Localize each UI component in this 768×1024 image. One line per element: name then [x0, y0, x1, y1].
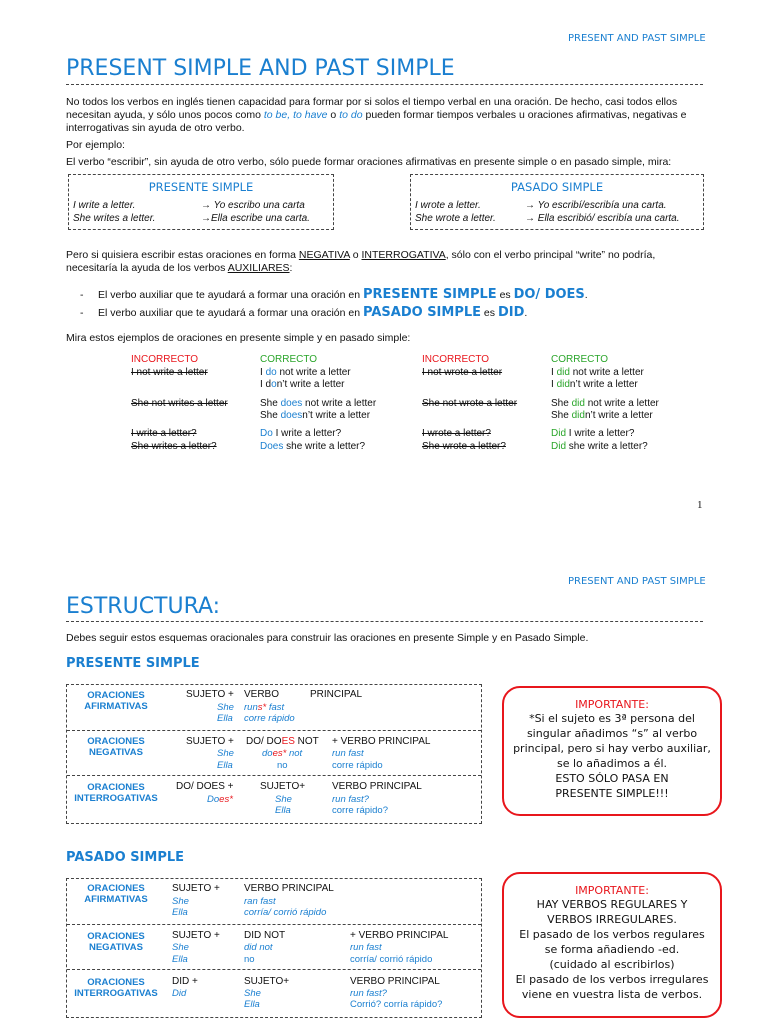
- verb-example: run fast?: [350, 988, 387, 999]
- subject-example: She: [172, 942, 189, 953]
- correct-example: I don’t write a letter: [260, 379, 345, 390]
- presente-simple-term: PRESENTE SIMPLE: [363, 287, 497, 302]
- correct-example: She doesn’t write a letter: [260, 410, 371, 421]
- text: El verbo auxiliar que te ayudará a formar una oración en: [98, 307, 363, 319]
- subject-example: She: [244, 988, 261, 999]
- col-header: SUJETO+: [244, 976, 290, 987]
- example-line: El verbo “escribir”, sin ayuda de otro verbo, sólo puede formar oraciones afirmativas en presente simple o en pasado simple, mira:: [66, 156, 672, 168]
- correct-example: She didn’t write a letter: [551, 410, 653, 421]
- note-body: *Si el sujeto es 3ª persona del singular añadimos “s” al verbo principal, pero si hay verbo auxiliar, se lo añadimos a él. ESTO SÓLO PASA EN PRESENTE SIMPLE!!!: [513, 712, 711, 800]
- incorrecto-heading: INCORRECTO: [131, 354, 199, 365]
- text: El verbo auxiliar que te ayudará a formar una oración en: [98, 289, 363, 301]
- example-en: She writes a letter.: [73, 213, 156, 224]
- col-header: SUJETO +: [172, 883, 220, 894]
- row-label-afirmativas: ORACIONES AFIRMATIVAS: [84, 690, 148, 712]
- correcto-heading: CORRECTO: [260, 354, 318, 365]
- verb-example: run fast: [332, 748, 364, 759]
- subject-example: Ella: [172, 954, 188, 965]
- correct-example: Did I write a letter?: [551, 428, 635, 439]
- row-label-interrogativas: ORACIONES INTERROGATIVAS: [74, 782, 158, 804]
- auxiliary-paragraph: [66, 249, 706, 275]
- running-header: PRESENT AND PAST SIMPLE: [568, 576, 706, 587]
- structure-intro: Debes seguir estos esquemas oracionales para construir las oraciones en presente Simple y en Pasado Simple.: [66, 632, 589, 644]
- presente-example-box: [68, 174, 334, 230]
- example-en: She wrote a letter.: [415, 213, 496, 224]
- por-ejemplo: Por ejemplo:: [66, 139, 125, 151]
- col-header: SUJETO+: [260, 781, 306, 792]
- intro-text-a: No todos los verbos en inglés tienen capacidad para formar por si solos el tiempo verbal en una oración. De hecho, casi todos ellos necesitan ayuda, y sólo unos pocos como: [66, 96, 678, 121]
- intro-o: o: [327, 109, 340, 121]
- col-header: VERBO: [244, 689, 280, 700]
- verb-example: corre rápido: [332, 760, 383, 771]
- pasado-simple-term: PASADO SIMPLE: [363, 305, 482, 320]
- text: :: [289, 262, 293, 274]
- row-label-interrogativas: ORACIONES INTERROGATIVAS: [74, 977, 158, 999]
- correct-example: I did not write a letter: [551, 367, 644, 378]
- box-title: PRESENTE SIMPLE: [148, 180, 254, 194]
- subject-example: She: [275, 794, 292, 805]
- auxiliares-word: AUXILIARES: [227, 262, 290, 274]
- verb-example: Corrió? corría rápido?: [350, 999, 443, 1010]
- bullet-presente: - El verbo auxiliar que te ayudará a formar una oración en PRESENTE SIMPLE es DO/ DOES.: [80, 287, 588, 302]
- verb-example: run fast: [350, 942, 382, 953]
- incorrect-example: I not wrote a letter: [422, 367, 503, 378]
- importante-note-pasado: [502, 872, 722, 1018]
- col-header: SUJETO +: [172, 930, 220, 941]
- text: es: [496, 289, 514, 301]
- correct-example: Does she write a letter?: [260, 441, 366, 452]
- aux-example: does* not: [262, 748, 303, 759]
- correct-example: Did she write a letter?: [551, 441, 648, 452]
- col-header: DID +: [172, 976, 198, 987]
- verb-example: corría/ corrió rápido: [350, 954, 433, 965]
- text: , sólo con el verbo principal “write” no podría, necesitaría la ayuda de los verbos: [66, 249, 656, 274]
- note-title: IMPORTANTE:: [575, 884, 649, 897]
- did-term: DID: [497, 305, 525, 320]
- col-header: PRINCIPAL: [310, 689, 363, 700]
- text: Pero si quisiera escribir estas oraciones en forma: [66, 249, 299, 261]
- incorrect-example: She not wrote a letter: [422, 398, 518, 409]
- intro-to-be: to be, to have: [263, 109, 328, 121]
- verb-example: run fast?: [332, 794, 369, 805]
- section-title: ESTRUCTURA:: [66, 594, 221, 619]
- interrogativa-word: INTERROGATIVA: [361, 249, 446, 261]
- subject-example: She: [217, 702, 234, 713]
- correct-example: Do I write a letter?: [260, 428, 342, 439]
- text: .: [584, 289, 588, 301]
- aux-example: did not: [244, 942, 273, 953]
- do-does-term: DO/ DOES: [513, 287, 585, 302]
- presente-simple-heading: PRESENTE SIMPLE: [66, 656, 200, 671]
- aux-example: no: [277, 760, 288, 771]
- row-label-negativas: ORACIONES NEGATIVAS: [87, 931, 145, 953]
- example-en: I write a letter.: [73, 200, 136, 211]
- col-header: SUJETO +: [186, 689, 234, 700]
- negativa-word: NEGATIVA: [298, 249, 350, 261]
- page-title: PRESENT SIMPLE AND PAST SIMPLE: [66, 56, 455, 81]
- verb-example: corre rápido?: [332, 805, 388, 816]
- aux-example: Did: [172, 988, 187, 999]
- verb-example: corre rápido: [244, 713, 295, 724]
- incorrect-example: I write a letter?: [131, 428, 197, 439]
- incorrect-example: I wrote a letter?: [422, 428, 491, 439]
- correct-example: I do not write a letter: [260, 367, 351, 378]
- pasado-simple-heading: PASADO SIMPLE: [66, 850, 185, 865]
- subject-example: Ella: [217, 760, 233, 771]
- col-header: VERBO PRINCIPAL: [244, 883, 334, 894]
- box-title: PASADO SIMPLE: [510, 180, 604, 194]
- title-divider: [66, 84, 703, 85]
- incorrecto-heading: INCORRECTO: [422, 354, 490, 365]
- intro-to-do: to do: [339, 109, 363, 121]
- aux-example: Does*: [207, 794, 233, 805]
- col-header: + VERBO PRINCIPAL: [350, 930, 449, 941]
- verb-example: ran fast: [244, 896, 276, 907]
- incorrect-example: She writes a letter?: [131, 441, 217, 452]
- pasado-example-box: [410, 174, 704, 230]
- title-divider: [66, 621, 703, 622]
- correct-example: She does not write a letter: [260, 398, 377, 409]
- aux-example: no: [244, 954, 255, 965]
- text: o: [349, 249, 362, 261]
- subject-example: Ella: [244, 999, 260, 1010]
- correcto-heading: CORRECTO: [551, 354, 609, 365]
- note-body: HAY VERBOS REGULARES Y VERBOS IRREGULARES. El pasado de los verbos regulares se forma añadiendo -ed. (cuidado al escribirlos) El pasado de los verbos irregulares viene en vuestra lista de verbos.: [515, 898, 709, 1001]
- correct-example: I didn’t write a letter: [551, 379, 638, 390]
- note-title: IMPORTANTE:: [575, 698, 649, 711]
- subject-example: Ella: [172, 907, 188, 918]
- col-header: + VERBO PRINCIPAL: [332, 736, 431, 747]
- page-number: 1: [697, 499, 703, 511]
- subject-example: Ella: [275, 805, 291, 816]
- col-header: DO/ DOES +: [176, 781, 234, 792]
- mira-line: Mira estos ejemplos de oraciones en presente simple y en pasado simple:: [66, 332, 411, 344]
- correct-example: She did not write a letter: [551, 398, 659, 409]
- importante-note-presente: [502, 686, 722, 816]
- verb-example: corría/ corrió rápido: [244, 907, 327, 918]
- col-header: VERBO PRINCIPAL: [332, 781, 422, 792]
- row-label-negativas: ORACIONES NEGATIVAS: [87, 736, 145, 758]
- example-en: I wrote a letter.: [415, 200, 481, 211]
- col-header: DID NOT: [244, 930, 286, 941]
- subject-example: She: [172, 896, 189, 907]
- text: .: [524, 307, 528, 319]
- text: es: [481, 307, 498, 319]
- example-es: → Yo escribo una carta: [201, 200, 305, 211]
- incorrect-example: She wrote a letter?: [422, 441, 506, 452]
- verb-example: runs* fast: [244, 702, 285, 713]
- col-header: SUJETO +: [186, 736, 234, 747]
- col-header: DO/ DOES NOT: [246, 736, 319, 747]
- subject-example: Ella: [217, 713, 233, 724]
- example-es: →Ella escribe una carta.: [201, 213, 310, 224]
- bullet-pasado: - El verbo auxiliar que te ayudará a formar una oración en PASADO SIMPLE es DID.: [80, 305, 528, 320]
- subject-example: She: [217, 748, 234, 759]
- incorrect-example: She not writes a letter: [131, 398, 228, 409]
- incorrect-example: I not write a letter: [131, 367, 208, 378]
- example-es: → Ella escribió/ escribía una carta.: [525, 213, 680, 224]
- intro-paragraph: [66, 96, 706, 135]
- intro-text-b: pueden formar tiempos verbales u oraciones afirmativas, negativas e interrogativas sin ayuda de otro verbo.: [66, 109, 687, 134]
- row-label-afirmativas: ORACIONES AFIRMATIVAS: [84, 883, 148, 905]
- col-header: VERBO PRINCIPAL: [350, 976, 440, 987]
- running-header: PRESENT AND PAST SIMPLE: [568, 33, 706, 44]
- example-es: → Yo escribí/escribía una carta.: [525, 200, 667, 211]
